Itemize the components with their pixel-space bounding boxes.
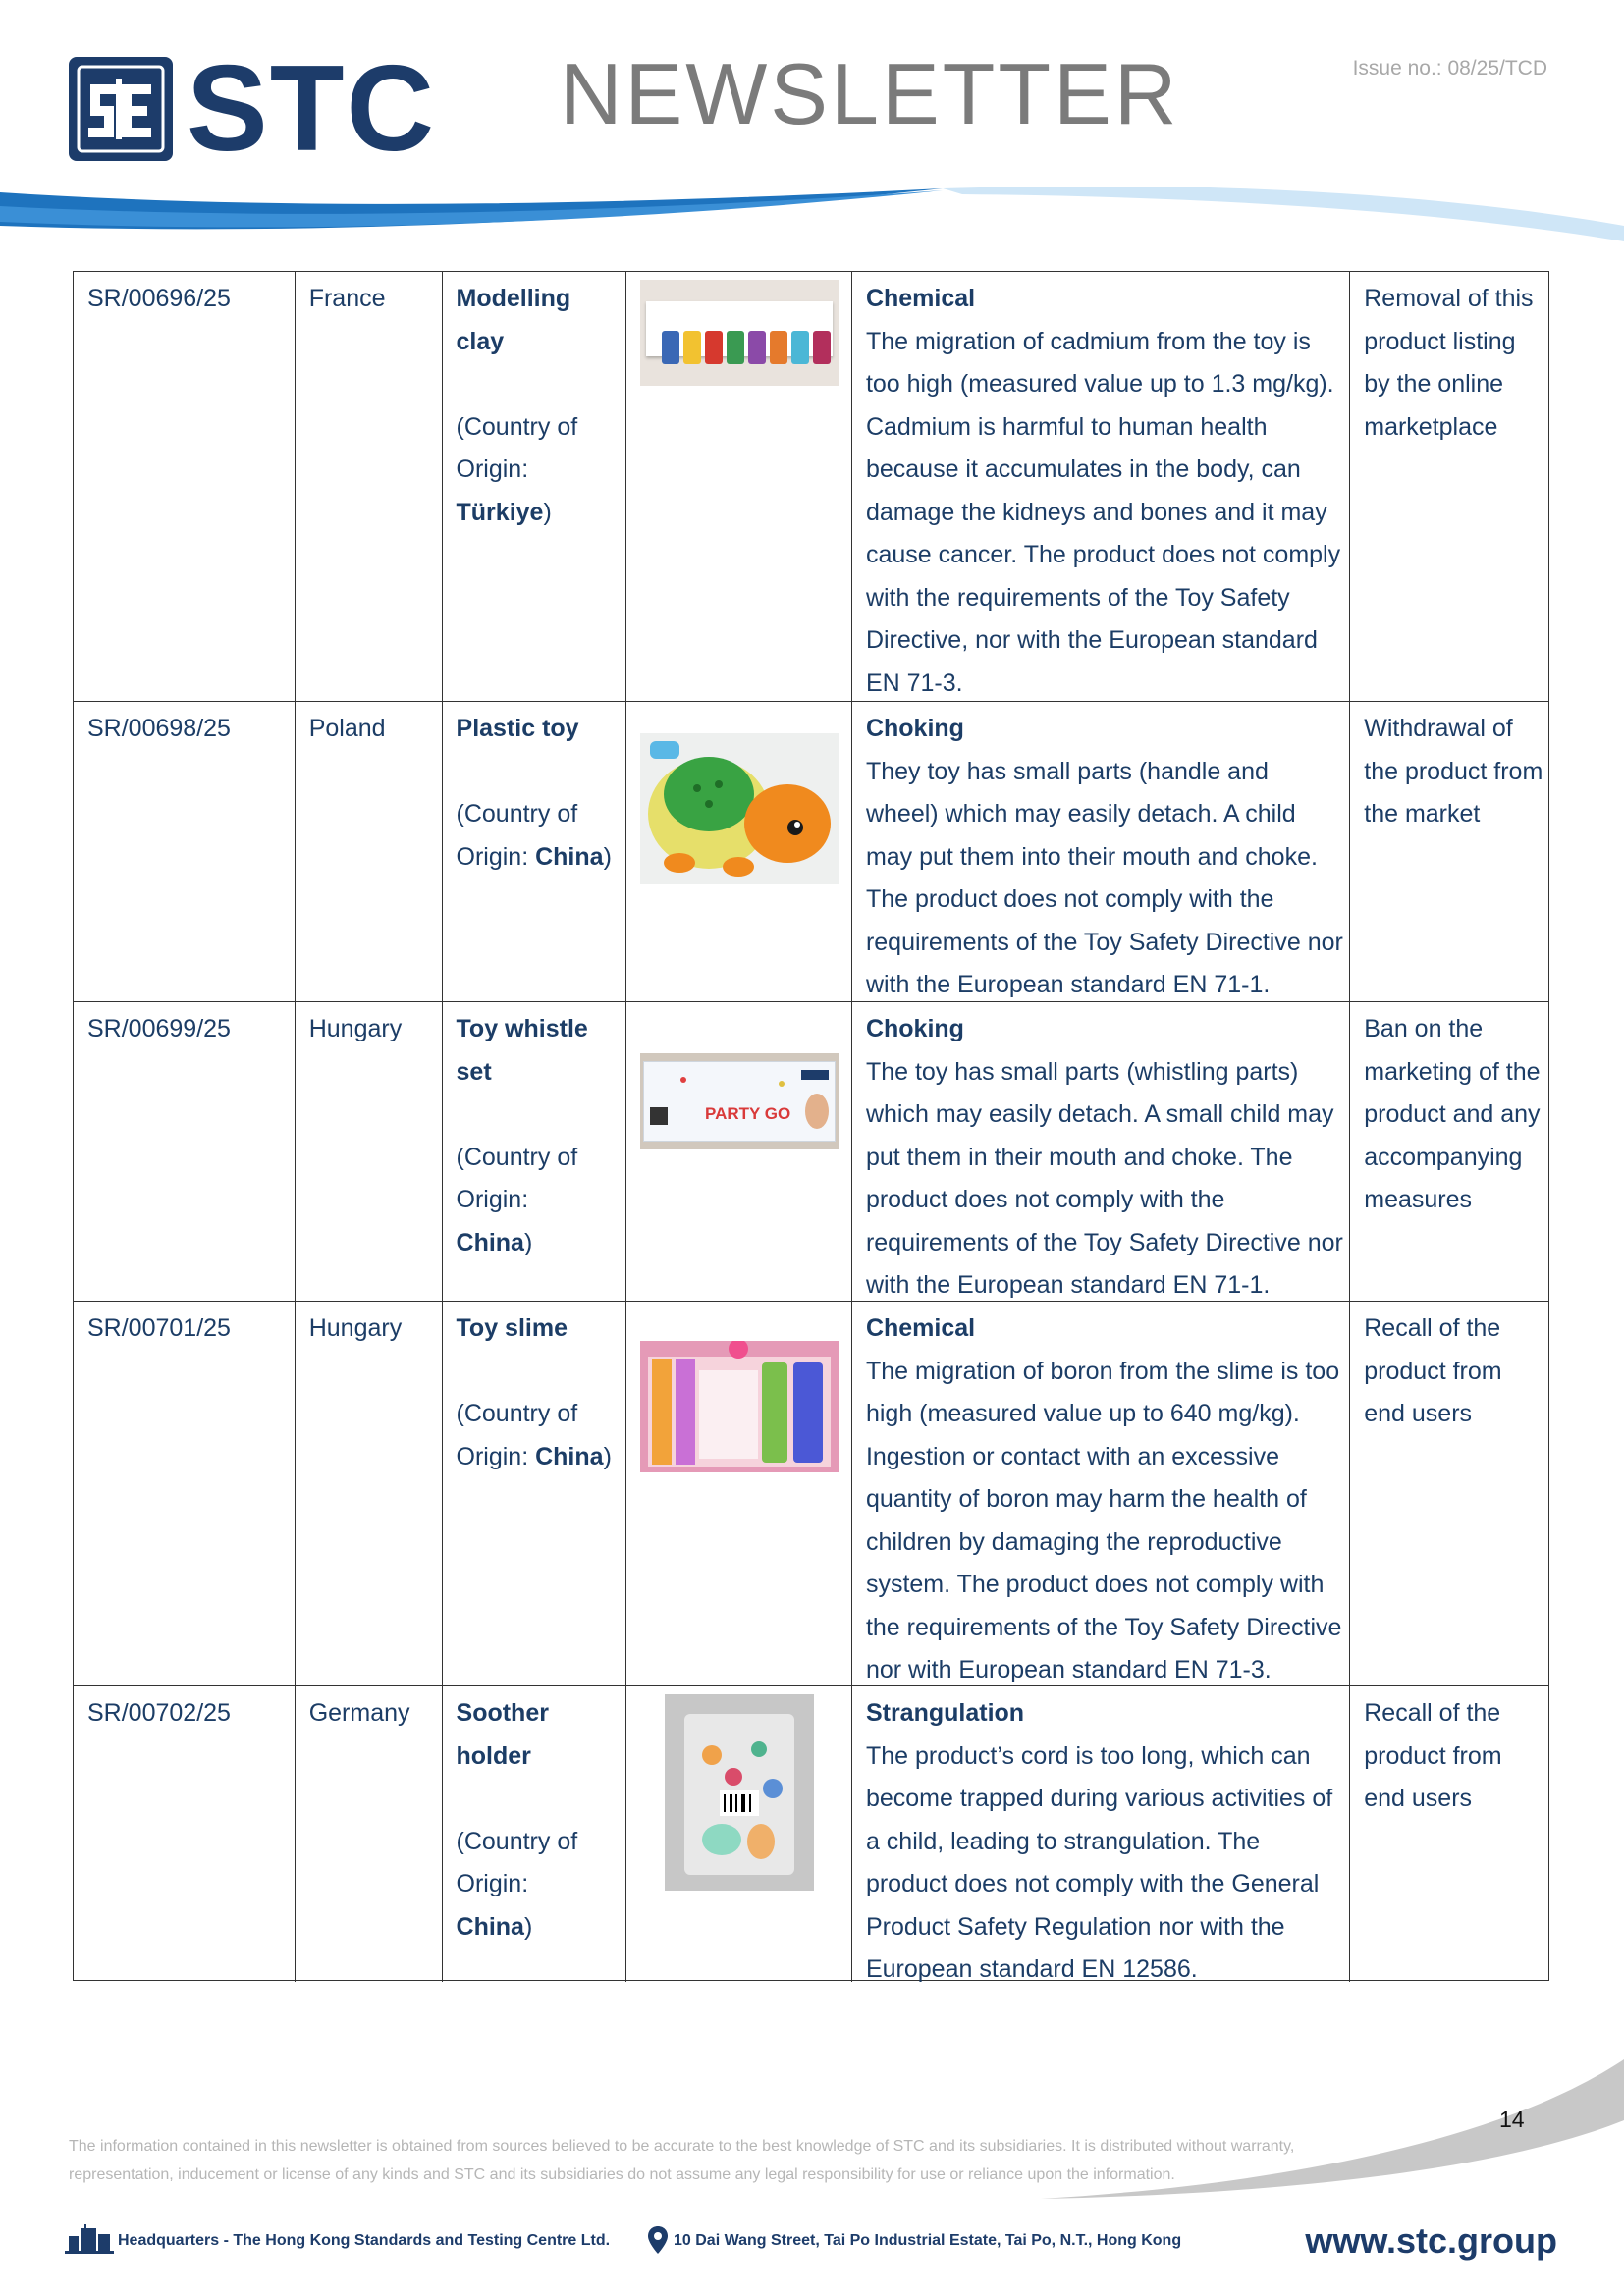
risk-type: Strangulation [865, 1699, 1025, 1727]
risk-description: The migration of cadmium from the toy is too high (measured value up to 1.3 mg/kg). Cadmium is harmful to human health because it accumulates in the body, can damage the kidneys and bones and it may cause cancer. The product does not comply with the requirements of the Toy Safety Directive, nor with the European standard EN 71-3. [865, 327, 1341, 697]
risk-cell [851, 1686, 1349, 1982]
notifying-country: Hungary [295, 1002, 442, 1301]
logo-wordmark: STC [187, 41, 436, 177]
risk-type: Chemical [865, 285, 976, 312]
origin-line: Origin: China) [456, 1870, 533, 1941]
risk-description: The product’s cord is too long, which can become trapped during various activities of a child, leading to strangulation. The product does not comply with the General Product Safety Regulation nor with the European standard EN 12586. [865, 1741, 1333, 1983]
whistle-package-text: PARTY GO [705, 1104, 791, 1123]
risk-description: The toy has small parts (whistling parts) which may easily detach. A small child may put them in their mouth and choke. The product does not comply with the requirements of the Toy Safety Directive nor with the European standard EN 71-1. [865, 1057, 1343, 1299]
reference-number: SR/00696/25 [87, 285, 231, 312]
measures-taken: Ban on the marketing of the product and any accompanying measures [1349, 1002, 1548, 1301]
origin-line: Origin: China) [456, 842, 612, 871]
product-name: Modelling [456, 285, 571, 312]
table-row [74, 272, 1548, 701]
footer-contact [65, 2220, 1557, 2260]
website-link[interactable]: www.stc.group [1305, 2220, 1557, 2261]
measures-taken: Recall of the product from end users [1349, 1686, 1548, 1982]
origin-label: (Country of [456, 800, 578, 828]
origin-country: China [456, 1228, 524, 1256]
risk-cell [851, 702, 1349, 1001]
notifying-country: Poland [295, 702, 442, 1001]
product-name: Plastic toy [456, 715, 579, 742]
risk-type: Choking [865, 715, 964, 742]
notifying-country: France [295, 272, 442, 701]
origin-label: (Country of [456, 1400, 578, 1427]
headquarters-label: Headquarters - The Hong Kong Standards and Testing Centre Ltd. [118, 2232, 611, 2249]
toy-slime-image [640, 1341, 839, 1472]
risk-type: Chemical [865, 1314, 976, 1342]
origin-country: China [535, 1442, 604, 1470]
alerts-table [73, 271, 1549, 1981]
page-number: 14 [1499, 2107, 1525, 2132]
risk-description: They toy has small parts (handle and wheel) which may easily detach. A child may put them into their mouth and choke. The product does not comply with the requirements of the Toy Safety Directive nor with the European standard EN 71-1. [865, 757, 1343, 998]
product-name-line2: set [456, 1057, 492, 1086]
stc-emblem-icon [69, 57, 173, 161]
issue-number: Issue no.: 08/25/TCD [1352, 57, 1547, 80]
modelling-clay-image [640, 280, 839, 386]
origin-label: (Country of [456, 1143, 578, 1171]
origin-line: Origin: China) [456, 1442, 612, 1470]
notifying-country: Germany [295, 1686, 442, 1982]
stc-logo [69, 41, 461, 177]
measures-taken: Removal of this product listing by the online marketplace [1349, 272, 1548, 701]
product-photo-cell [625, 1002, 851, 1301]
reference-number: SR/00698/25 [87, 715, 231, 742]
header-swoosh [0, 187, 1624, 255]
origin-country: China [456, 1912, 524, 1941]
risk-cell [851, 1302, 1349, 1685]
product-photo-cell [625, 1302, 851, 1685]
location-pin-icon [648, 2226, 668, 2254]
product-name-line2: clay [456, 327, 505, 355]
toy-whistle-set-image [640, 1053, 839, 1149]
product-cell [442, 1002, 626, 1301]
origin-line: Origin: China) [456, 1186, 533, 1256]
address-label: 10 Dai Wang Street, Tai Po Industrial Estate, Tai Po, N.T., Hong Kong [674, 2232, 1182, 2249]
disclaimer-text: The information contained in this newsletter is obtained from sources believed to be accurate to the best knowledge of STC and its subsidiaries. It is distributed without warranty, representation, inducement or license of any kinds and STC and its subsidiaries do not assume any legal responsibility for use or reliance upon the information. [69, 2138, 1295, 2183]
reference-number: SR/00702/25 [87, 1699, 231, 1727]
product-cell [442, 272, 626, 701]
building-icon [65, 2224, 114, 2254]
risk-cell [851, 1002, 1349, 1301]
product-name: Toy slime [456, 1314, 568, 1342]
origin-label: (Country of [456, 412, 578, 441]
origin-label: (Country of [456, 1827, 578, 1855]
product-photo-cell [625, 1686, 851, 1982]
soother-holder-image [665, 1694, 814, 1891]
risk-cell [851, 272, 1349, 701]
table-row [74, 701, 1548, 1001]
newsletter-title: NEWSLETTER [560, 45, 1180, 142]
measures-taken: Withdrawal of the product from the market [1349, 702, 1548, 1001]
measures-taken: Recall of the product from end users [1349, 1302, 1548, 1685]
origin-line: Origin: Türkiye) [456, 455, 552, 526]
risk-description: The migration of boron from the slime is too high (measured value up to 640 mg/kg). Ingestion or contact with an excessive quantity of boron may harm the health of children by damaging the reproductive system. The product does not comply with the requirements of the Toy Safety Directive nor with European standard EN 71-3. [865, 1357, 1342, 1683]
product-photo-cell [625, 272, 851, 701]
product-name: Toy whistle [456, 1015, 588, 1042]
product-cell [442, 702, 626, 1001]
risk-type: Choking [865, 1015, 964, 1042]
origin-country: Türkiye [456, 498, 544, 526]
product-name-line2: holder [456, 1741, 531, 1770]
plastic-turtle-image [640, 733, 839, 884]
origin-country: China [535, 842, 604, 871]
notifying-country: Hungary [295, 1302, 442, 1685]
table-row [74, 1685, 1548, 1982]
reference-number: SR/00701/25 [87, 1314, 231, 1342]
table-row [74, 1001, 1548, 1301]
product-cell [442, 1302, 626, 1685]
product-name: Soother [456, 1699, 549, 1727]
table-row [74, 1301, 1548, 1685]
product-photo-cell [625, 702, 851, 1001]
reference-number: SR/00699/25 [87, 1015, 231, 1042]
product-cell [442, 1686, 626, 1982]
